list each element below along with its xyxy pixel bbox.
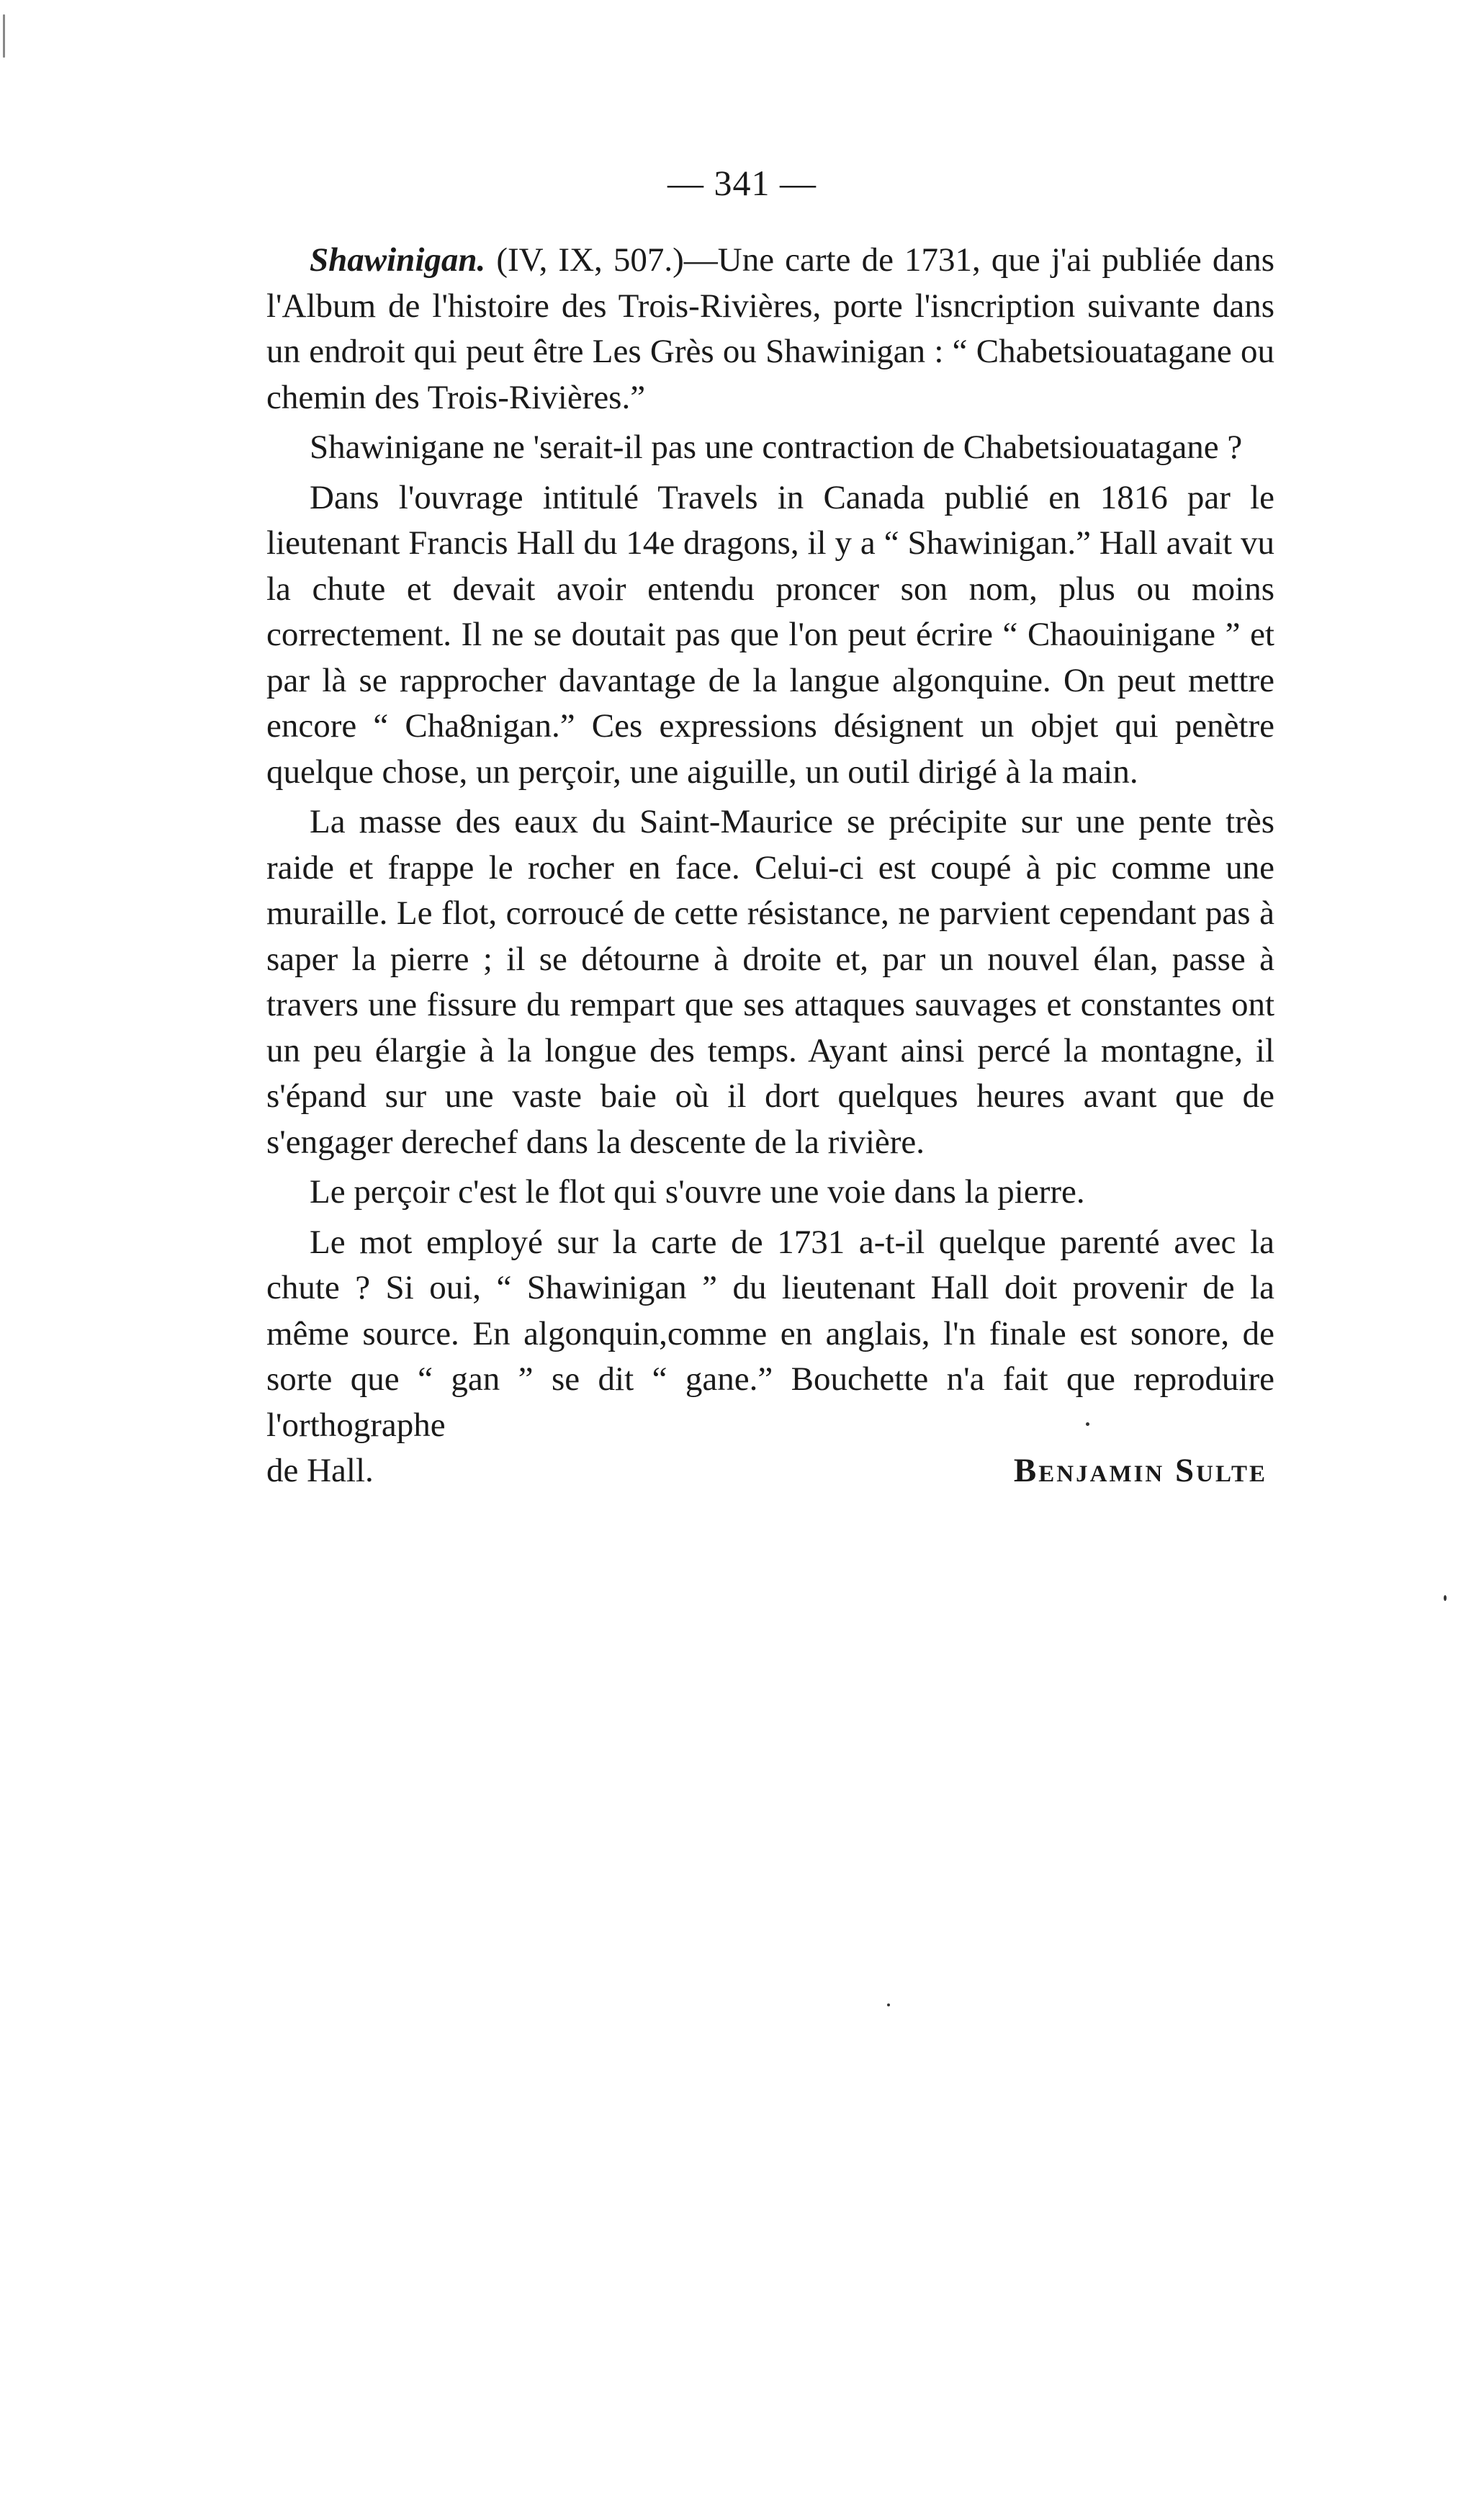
paper-speck bbox=[3, 14, 5, 58]
paragraph-2: Shawinigane ne 'serait-il pas une contraction de Chabetsiouatagane ? bbox=[310, 428, 1243, 466]
paragraph-5: Le perçoir c'est le flot qui s'ouvre une voie dans la pierre. bbox=[310, 1173, 1085, 1211]
paragraph-6: Le mot employé sur la carte de 1731 a-t-il quelque parenté avec la chute ? Si oui, “ Shawinigan ” du lieutenant Hall doit provenir de la même source. En algonquin,comme en anglais, l'n finale est sonore, de sorte que “ gan ” se dit “ gane.” Bouchette n'a fait que reproduire l'orthographe bbox=[266, 1223, 1274, 1444]
paragraph-1-text: (IV, IX, 507.)—Une carte de 1731, que j'ai publiée dans l'Album de l'histoire des Trois-Rivières, porte l'isncription suivante dans un endroit qui peut être Les Grès ou Shawinigan : “ Chabetsiouatagane ou chemin des Trois-Rivières.” bbox=[266, 241, 1274, 416]
paper-speck bbox=[1086, 1422, 1089, 1426]
paper-speck bbox=[887, 2003, 890, 2006]
paragraph-3: Dans l'ouvrage intitulé Travels in Canada publié en 1816 par le lieutenant Francis Hall du 14e dragons, il y a “ Shawinigan.” Hall avait vu la chute et devait avoir entendu proncer son nom, plus ou moins correctement. Il ne se doutait pas que l'on peut écrire “ Chaouinigane ” et par là se rapprocher davantage de la langue algonquine. On peut mettre encore “ Cha8nigan.” Ces expressions désignent un objet qui penètre quelque chose, un perçoir, une aiguille, un outil dirigé à la main. bbox=[266, 478, 1274, 791]
closing-line bbox=[266, 1448, 1274, 1494]
entry-heading: Shawinigan. bbox=[310, 241, 486, 279]
page-number: — 341 — bbox=[667, 163, 817, 203]
paper-speck bbox=[1444, 1595, 1447, 1601]
paragraph-1 bbox=[266, 238, 1274, 421]
author-signature: Benjamin Sulte bbox=[1013, 1452, 1267, 1489]
article-body bbox=[266, 238, 1274, 1494]
closing-text: de Hall. bbox=[266, 1452, 374, 1489]
paragraph-4: La masse des eaux du Saint-Maurice se précipite sur une pente très raide et frappe le rocher en face. Celui-ci est coupé à pic comme une muraille. Le flot, corroucé de cette résistance, ne parvient cependant pas à saper la pierre ; il se détourne à droite et, par un nouvel élan, passe à travers une fissure du rempart que ses attaques sauvages et constantes ont un peu élargie à la longue des temps. Ayant ainsi percé la montagne, il s'épand sur une vaste baie où il dort quelques heures avant que de s'engager derechef dans la descente de la rivière. bbox=[266, 803, 1274, 1161]
